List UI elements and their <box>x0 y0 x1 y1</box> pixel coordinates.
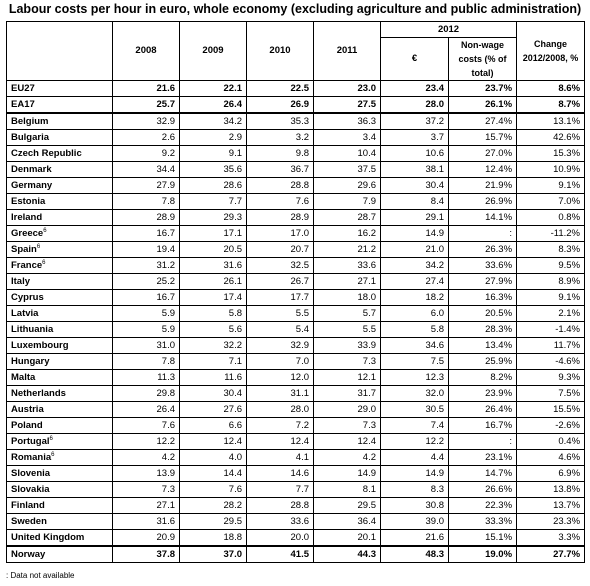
cell-v2010: 7.6 <box>247 194 314 210</box>
cell-v2011: 8.1 <box>314 482 381 498</box>
cell-v2011: 37.5 <box>314 162 381 178</box>
cell-v2008: 28.9 <box>113 210 180 226</box>
country-name: Slovenia <box>7 466 113 482</box>
cell-v2009: 27.6 <box>180 402 247 418</box>
cell-v2012: 34.2 <box>381 258 449 274</box>
country-name: Romania$^6$ <box>7 450 113 466</box>
cell-change: 27.7% <box>517 546 585 563</box>
cell-v2010: 33.6 <box>247 514 314 530</box>
table-row <box>7 306 585 322</box>
cell-v2012: 5.8 <box>381 322 449 338</box>
cell-v2010: 9.8 <box>247 146 314 162</box>
cell-v2008: 31.0 <box>113 338 180 354</box>
cell-change: 7.0% <box>517 194 585 210</box>
cell-change: 7.5% <box>517 386 585 402</box>
cell-nonwage: 21.9% <box>449 178 517 194</box>
cell-v2011: 16.2 <box>314 226 381 242</box>
cell-v2011: 20.1 <box>314 530 381 547</box>
cell-change: 13.8% <box>517 482 585 498</box>
table-row <box>7 210 585 226</box>
cell-v2009: 37.0 <box>180 546 247 563</box>
cell-v2010: 28.8 <box>247 498 314 514</box>
cell-change: 9.5% <box>517 258 585 274</box>
cell-v2009: 6.6 <box>180 418 247 434</box>
cell-v2008: 7.6 <box>113 418 180 434</box>
cell-v2012: 4.4 <box>381 450 449 466</box>
cell-change: -2.6% <box>517 418 585 434</box>
cell-nonwage: 20.5% <box>449 306 517 322</box>
header-nonwage: Non-wage costs (% of total) <box>449 38 517 81</box>
cell-v2010: 17.0 <box>247 226 314 242</box>
cell-v2008: 19.4 <box>113 242 180 258</box>
country-name: Lithuania <box>7 322 113 338</box>
cell-v2009: 5.8 <box>180 306 247 322</box>
country-name: Poland <box>7 418 113 434</box>
cell-nonwage: 19.0% <box>449 546 517 563</box>
cell-change: 9.1% <box>517 178 585 194</box>
cell-v2008: 12.2 <box>113 434 180 450</box>
cell-v2012: 37.2 <box>381 113 449 130</box>
cell-nonwage: 25.9% <box>449 354 517 370</box>
cell-v2010: 28.8 <box>247 178 314 194</box>
cell-change: 9.3% <box>517 370 585 386</box>
cell-v2012: 34.6 <box>381 338 449 354</box>
header-2008: 2008 <box>113 22 180 81</box>
cell-nonwage: 33.6% <box>449 258 517 274</box>
table-row <box>7 338 585 354</box>
cell-v2010: 5.5 <box>247 306 314 322</box>
cell-change: 9.1% <box>517 290 585 306</box>
cell-v2012: 30.8 <box>381 498 449 514</box>
cell-v2009: 26.1 <box>180 274 247 290</box>
cell-nonwage: 14.1% <box>449 210 517 226</box>
cell-change: 0.4% <box>517 434 585 450</box>
cell-nonwage: 23.9% <box>449 386 517 402</box>
cell-v2008: 25.7 <box>113 97 180 114</box>
cell-change: 8.7% <box>517 97 585 114</box>
country-name: Bulgaria <box>7 130 113 146</box>
cell-change: 2.1% <box>517 306 585 322</box>
cell-v2010: 36.7 <box>247 162 314 178</box>
footnote-marker: 6 <box>51 451 55 458</box>
cell-v2011: 23.0 <box>314 81 381 97</box>
cell-v2010: 7.0 <box>247 354 314 370</box>
cell-v2009: 7.7 <box>180 194 247 210</box>
table-row <box>7 113 585 130</box>
cell-v2012: 39.0 <box>381 514 449 530</box>
table-row <box>7 290 585 306</box>
cell-v2012: 14.9 <box>381 226 449 242</box>
cell-v2012: 7.5 <box>381 354 449 370</box>
table-row <box>7 530 585 547</box>
cell-v2012: 23.4 <box>381 81 449 97</box>
table-row <box>7 81 585 97</box>
cell-change: -11.2% <box>517 226 585 242</box>
table-row <box>7 498 585 514</box>
cell-nonwage: 26.9% <box>449 194 517 210</box>
cell-v2009: 7.6 <box>180 482 247 498</box>
cell-nonwage: : <box>449 226 517 242</box>
country-name: Slovakia <box>7 482 113 498</box>
cell-v2010: 4.1 <box>247 450 314 466</box>
table-title: Labour costs per hour in euro, whole economy (excluding agriculture and public administration) <box>8 2 582 16</box>
cell-v2010: 26.9 <box>247 97 314 114</box>
cell-v2008: 16.7 <box>113 290 180 306</box>
country-name: Greece$^6$ <box>7 226 113 242</box>
table-row <box>7 130 585 146</box>
cell-v2011: 33.9 <box>314 338 381 354</box>
cell-v2010: 17.7 <box>247 290 314 306</box>
cell-v2008: 31.6 <box>113 514 180 530</box>
table-body <box>7 81 585 563</box>
country-name: Hungary <box>7 354 113 370</box>
cell-v2011: 7.3 <box>314 418 381 434</box>
cell-v2008: 20.9 <box>113 530 180 547</box>
cell-v2008: 5.9 <box>113 306 180 322</box>
cell-change: 4.6% <box>517 450 585 466</box>
country-name: Finland <box>7 498 113 514</box>
cell-v2011: 27.1 <box>314 274 381 290</box>
cell-nonwage: 15.1% <box>449 530 517 547</box>
cell-v2012: 48.3 <box>381 546 449 563</box>
cell-change: -4.6% <box>517 354 585 370</box>
cell-nonwage: 27.9% <box>449 274 517 290</box>
cell-nonwage: 23.7% <box>449 81 517 97</box>
cell-v2008: 32.9 <box>113 113 180 130</box>
cell-v2012: 21.6 <box>381 530 449 547</box>
table-row <box>7 546 585 563</box>
cell-v2009: 2.9 <box>180 130 247 146</box>
footnote: : Data not available <box>6 571 75 580</box>
cell-v2012: 8.4 <box>381 194 449 210</box>
cell-v2008: 7.3 <box>113 482 180 498</box>
cell-v2011: 5.5 <box>314 322 381 338</box>
table-row <box>7 242 585 258</box>
cell-v2012: 6.0 <box>381 306 449 322</box>
cell-v2009: 32.2 <box>180 338 247 354</box>
country-name: Italy <box>7 274 113 290</box>
table-row <box>7 322 585 338</box>
cell-v2009: 5.6 <box>180 322 247 338</box>
cell-v2012: 29.1 <box>381 210 449 226</box>
cell-v2008: 9.2 <box>113 146 180 162</box>
cell-v2009: 29.5 <box>180 514 247 530</box>
cell-v2008: 37.8 <box>113 546 180 563</box>
cell-change: 42.6% <box>517 130 585 146</box>
cell-v2010: 7.2 <box>247 418 314 434</box>
cell-change: 8.6% <box>517 81 585 97</box>
cell-v2011: 36.3 <box>314 113 381 130</box>
cell-v2009: 17.1 <box>180 226 247 242</box>
country-name: Austria <box>7 402 113 418</box>
table-row <box>7 482 585 498</box>
cell-nonwage: 14.7% <box>449 466 517 482</box>
cell-v2009: 9.1 <box>180 146 247 162</box>
cell-v2009: 28.2 <box>180 498 247 514</box>
cell-v2011: 28.7 <box>314 210 381 226</box>
cell-v2011: 5.7 <box>314 306 381 322</box>
cell-nonwage: 15.7% <box>449 130 517 146</box>
cell-v2010: 12.4 <box>247 434 314 450</box>
table-row <box>7 466 585 482</box>
cell-v2009: 29.3 <box>180 210 247 226</box>
cell-nonwage: 27.4% <box>449 113 517 130</box>
cell-v2009: 20.5 <box>180 242 247 258</box>
cell-v2010: 32.9 <box>247 338 314 354</box>
cell-v2008: 4.2 <box>113 450 180 466</box>
labour-cost-table <box>6 21 585 563</box>
cell-nonwage: 22.3% <box>449 498 517 514</box>
header-2012: 2012 <box>381 22 517 38</box>
cell-v2012: 30.4 <box>381 178 449 194</box>
cell-v2011: 44.3 <box>314 546 381 563</box>
cell-v2010: 5.4 <box>247 322 314 338</box>
cell-v2012: 12.2 <box>381 434 449 450</box>
cell-nonwage: 13.4% <box>449 338 517 354</box>
footnote-marker: 6 <box>36 243 41 250</box>
cell-nonwage: 26.6% <box>449 482 517 498</box>
country-name: United Kingdom <box>7 530 113 547</box>
cell-v2012: 14.9 <box>381 466 449 482</box>
cell-v2011: 3.4 <box>314 130 381 146</box>
cell-v2008: 7.8 <box>113 194 180 210</box>
cell-nonwage: 23.1% <box>449 450 517 466</box>
country-name: Spain$^6$ <box>7 242 113 258</box>
cell-v2012: 32.0 <box>381 386 449 402</box>
country-name: Portugal$^6$ <box>7 434 113 450</box>
cell-change: 6.9% <box>517 466 585 482</box>
cell-v2010: 3.2 <box>247 130 314 146</box>
cell-nonwage: 12.4% <box>449 162 517 178</box>
cell-v2011: 18.0 <box>314 290 381 306</box>
country-name: Estonia <box>7 194 113 210</box>
cell-v2009: 26.4 <box>180 97 247 114</box>
country-name: Latvia <box>7 306 113 322</box>
cell-nonwage: 8.2% <box>449 370 517 386</box>
cell-change: 8.9% <box>517 274 585 290</box>
cell-change: 15.5% <box>517 402 585 418</box>
cell-v2011: 12.1 <box>314 370 381 386</box>
cell-v2010: 26.7 <box>247 274 314 290</box>
cell-v2009: 28.6 <box>180 178 247 194</box>
country-name: Norway <box>7 546 113 563</box>
footnote-marker: 6 <box>43 227 47 234</box>
cell-v2008: 29.8 <box>113 386 180 402</box>
cell-v2010: 32.5 <box>247 258 314 274</box>
cell-v2009: 34.2 <box>180 113 247 130</box>
cell-v2009: 22.1 <box>180 81 247 97</box>
cell-v2008: 26.4 <box>113 402 180 418</box>
cell-v2010: 41.5 <box>247 546 314 563</box>
table-row <box>7 178 585 194</box>
cell-v2011: 29.5 <box>314 498 381 514</box>
cell-v2009: 11.6 <box>180 370 247 386</box>
cell-v2011: 7.3 <box>314 354 381 370</box>
cell-v2011: 29.6 <box>314 178 381 194</box>
cell-nonwage: : <box>449 434 517 450</box>
table-row <box>7 418 585 434</box>
country-name: Germany <box>7 178 113 194</box>
cell-v2008: 11.3 <box>113 370 180 386</box>
cell-v2011: 7.9 <box>314 194 381 210</box>
cell-v2009: 12.4 <box>180 434 247 450</box>
cell-v2012: 8.3 <box>381 482 449 498</box>
cell-v2010: 28.9 <box>247 210 314 226</box>
header-2011: 2011 <box>314 22 381 81</box>
country-name: Luxembourg <box>7 338 113 354</box>
header-corner <box>7 22 113 81</box>
cell-v2012: 10.6 <box>381 146 449 162</box>
header-2010: 2010 <box>247 22 314 81</box>
cell-v2009: 7.1 <box>180 354 247 370</box>
cell-v2012: 18.2 <box>381 290 449 306</box>
table-row <box>7 97 585 114</box>
cell-v2010: 22.5 <box>247 81 314 97</box>
table-row <box>7 450 585 466</box>
cell-change: -1.4% <box>517 322 585 338</box>
cell-v2008: 13.9 <box>113 466 180 482</box>
cell-change: 8.3% <box>517 242 585 258</box>
table-row <box>7 194 585 210</box>
country-name: Sweden <box>7 514 113 530</box>
cell-nonwage: 26.1% <box>449 97 517 114</box>
table-row <box>7 226 585 242</box>
table-row <box>7 146 585 162</box>
table-row <box>7 258 585 274</box>
country-name: Czech Republic <box>7 146 113 162</box>
table-row <box>7 370 585 386</box>
cell-nonwage: 16.7% <box>449 418 517 434</box>
cell-nonwage: 27.0% <box>449 146 517 162</box>
cell-v2012: 3.7 <box>381 130 449 146</box>
cell-v2009: 30.4 <box>180 386 247 402</box>
country-name: Ireland <box>7 210 113 226</box>
cell-v2011: 10.4 <box>314 146 381 162</box>
cell-v2011: 29.0 <box>314 402 381 418</box>
country-name: Denmark <box>7 162 113 178</box>
cell-v2012: 27.4 <box>381 274 449 290</box>
cell-change: 11.7% <box>517 338 585 354</box>
cell-v2010: 7.7 <box>247 482 314 498</box>
cell-v2009: 31.6 <box>180 258 247 274</box>
cell-change: 3.3% <box>517 530 585 547</box>
table-row <box>7 514 585 530</box>
cell-v2008: 7.8 <box>113 354 180 370</box>
country-name: EA17 <box>7 97 113 114</box>
cell-v2008: 34.4 <box>113 162 180 178</box>
cell-change: 0.8% <box>517 210 585 226</box>
cell-nonwage: 26.3% <box>449 242 517 258</box>
header-change: Change 2012/2008, % <box>517 22 585 81</box>
cell-v2008: 2.6 <box>113 130 180 146</box>
cell-v2011: 27.5 <box>314 97 381 114</box>
cell-change: 23.3% <box>517 514 585 530</box>
cell-v2011: 36.4 <box>314 514 381 530</box>
cell-nonwage: 26.4% <box>449 402 517 418</box>
table-row <box>7 402 585 418</box>
country-name: Malta <box>7 370 113 386</box>
cell-v2008: 25.2 <box>113 274 180 290</box>
country-name: France$^6$ <box>7 258 113 274</box>
table-row <box>7 274 585 290</box>
cell-v2011: 33.6 <box>314 258 381 274</box>
country-name: Cyprus <box>7 290 113 306</box>
cell-change: 13.7% <box>517 498 585 514</box>
cell-v2010: 20.7 <box>247 242 314 258</box>
cell-v2011: 4.2 <box>314 450 381 466</box>
country-name: Netherlands <box>7 386 113 402</box>
cell-v2010: 14.6 <box>247 466 314 482</box>
cell-nonwage: 28.3% <box>449 322 517 338</box>
cell-v2011: 14.9 <box>314 466 381 482</box>
cell-nonwage: 16.3% <box>449 290 517 306</box>
cell-v2008: 21.6 <box>113 81 180 97</box>
cell-change: 10.9% <box>517 162 585 178</box>
cell-v2010: 12.0 <box>247 370 314 386</box>
footnote-marker: 6 <box>49 435 53 442</box>
cell-v2012: 12.3 <box>381 370 449 386</box>
cell-v2009: 35.6 <box>180 162 247 178</box>
cell-v2009: 14.4 <box>180 466 247 482</box>
cell-v2011: 31.7 <box>314 386 381 402</box>
cell-v2008: 5.9 <box>113 322 180 338</box>
footnote-marker: 6 <box>42 259 46 266</box>
table-row <box>7 434 585 450</box>
table-row <box>7 386 585 402</box>
cell-v2012: 30.5 <box>381 402 449 418</box>
cell-v2012: 7.4 <box>381 418 449 434</box>
cell-v2010: 35.3 <box>247 113 314 130</box>
cell-v2011: 21.2 <box>314 242 381 258</box>
cell-v2012: 21.0 <box>381 242 449 258</box>
cell-v2010: 31.1 <box>247 386 314 402</box>
cell-change: 15.3% <box>517 146 585 162</box>
country-name: EU27 <box>7 81 113 97</box>
country-name: Belgium <box>7 113 113 130</box>
cell-v2010: 28.0 <box>247 402 314 418</box>
cell-v2009: 17.4 <box>180 290 247 306</box>
cell-v2010: 20.0 <box>247 530 314 547</box>
header-euro: € <box>381 38 449 81</box>
cell-v2008: 31.2 <box>113 258 180 274</box>
cell-v2012: 38.1 <box>381 162 449 178</box>
table-row <box>7 162 585 178</box>
cell-v2009: 4.0 <box>180 450 247 466</box>
cell-v2011: 12.4 <box>314 434 381 450</box>
cell-v2008: 16.7 <box>113 226 180 242</box>
cell-v2012: 28.0 <box>381 97 449 114</box>
cell-nonwage: 33.3% <box>449 514 517 530</box>
cell-v2008: 27.9 <box>113 178 180 194</box>
cell-change: 13.1% <box>517 113 585 130</box>
table-row <box>7 354 585 370</box>
cell-v2008: 27.1 <box>113 498 180 514</box>
cell-v2009: 18.8 <box>180 530 247 547</box>
header-2009: 2009 <box>180 22 247 81</box>
